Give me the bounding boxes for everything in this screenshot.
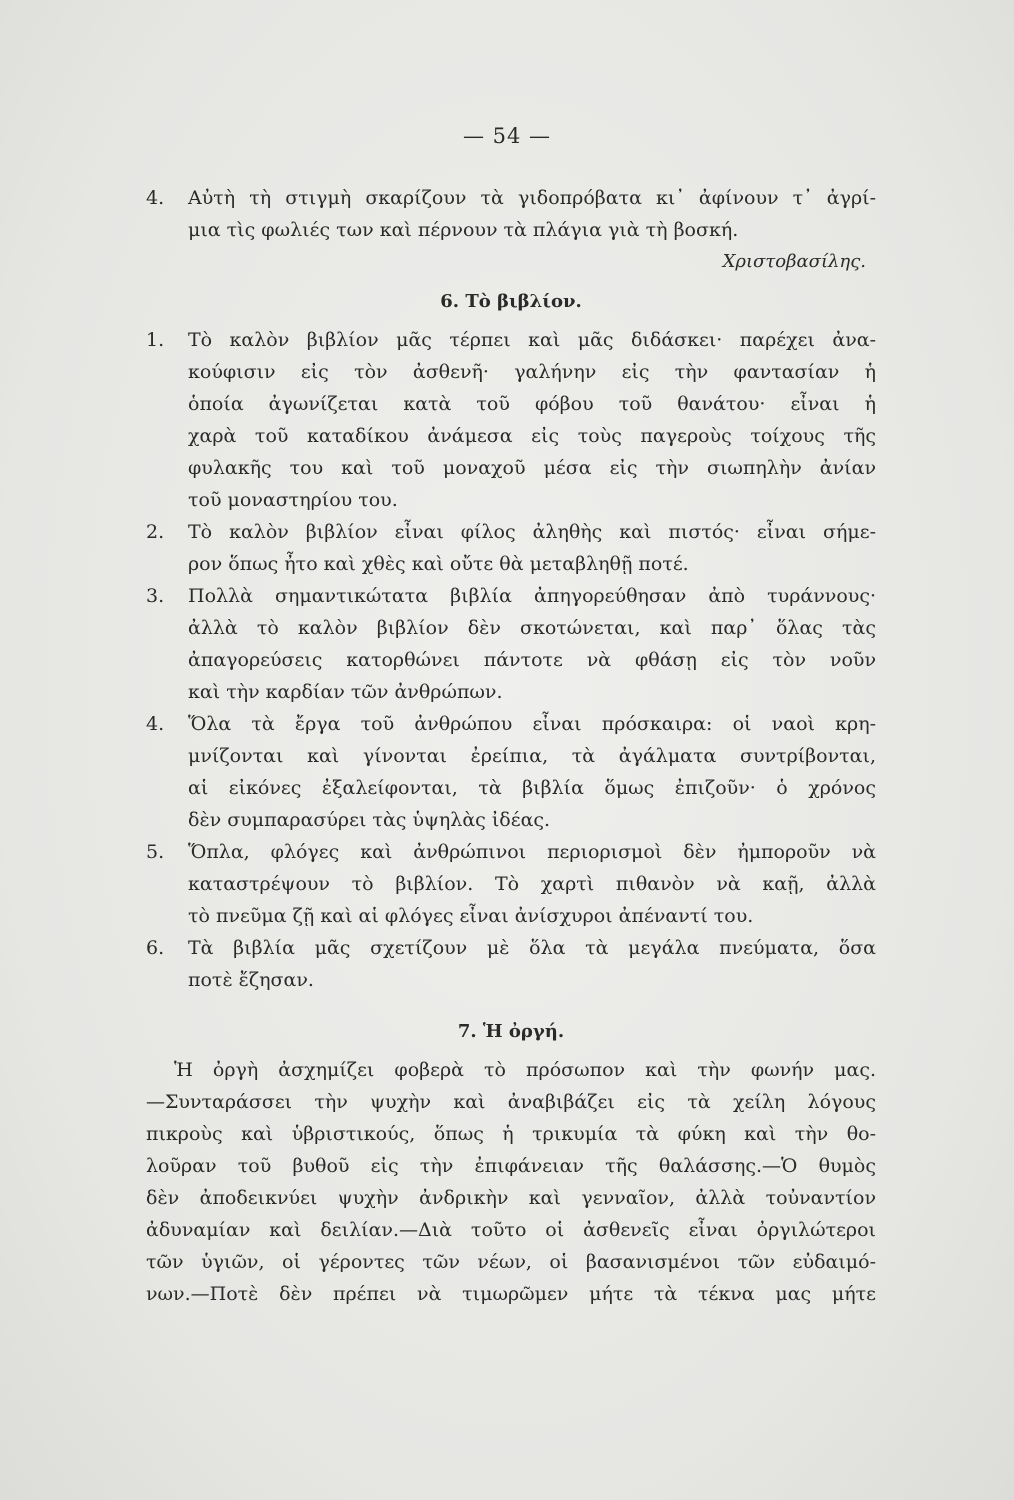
- text-line: μνίζονται καὶ γίνονται ἐρείπια, τὰ ἀγάλματα συντρίβονται,: [188, 745, 876, 767]
- text-line: αἱ εἰκόνες ἐξαλείφονται, τὰ βιβλία ὅμως ἐπιζοῦν· ὁ χρόνος: [188, 777, 876, 799]
- text-line: Πολλὰ σημαντικώτατα βιβλία ἀπηγορεύθησαν ἀπὸ τυράννους·: [188, 585, 876, 607]
- paragraph: [146, 1054, 876, 1310]
- page-content: [146, 182, 876, 1310]
- text-line: Αὐτὴ τὴ στιγμὴ σκαρίζουν τὰ γιδοπρόβατα κι᾽ ἀφίνουν τ᾽ ἀγρί-: [188, 187, 876, 209]
- text-line: Τὰ βιβλία μᾶς σχετίζουν μὲ ὅλα τὰ μεγάλα πνεύματα, ὅσα: [188, 937, 876, 959]
- item-number: 4.: [146, 713, 165, 735]
- item-number: 6.: [146, 937, 165, 959]
- item-number: 1.: [146, 329, 165, 351]
- author-signature: Χριστοβασίλης.: [722, 251, 866, 272]
- item-number: 2.: [146, 521, 165, 543]
- text-line: δὲν ἀποδεικνύει ψυχὴν ἀνδρικὴν καὶ γενναῖον, ἀλλὰ τοὐναντίον: [146, 1187, 876, 1209]
- section-heading: 6. Τὸ βιβλίον.: [440, 291, 582, 312]
- list-item: [146, 932, 876, 996]
- text-line: ποτὲ ἔζησαν.: [188, 969, 314, 991]
- text-line: Ὅλα τὰ ἔργα τοῦ ἀνθρώπου εἶναι πρόσκαιρα: οἱ ναοὶ κρη-: [188, 713, 876, 735]
- text-line: κούφισιν εἰς τὸν ἀσθενῆ· γαλήνην εἰς τὴν φαντασίαν ἡ: [188, 361, 876, 383]
- text-line: χαρὰ τοῦ καταδίκου ἀνάμεσα εἰς τοὺς παγεροὺς τοίχους τῆς: [188, 425, 876, 447]
- text-line: ρον ὅπως ἦτο καὶ χθὲς καὶ οὔτε θὰ μεταβληθῇ ποτέ.: [188, 553, 689, 575]
- text-line: λοῦραν τοῦ βυθοῦ εἰς τὴν ἐπιφάνειαν τῆς θαλάσσης.—Ὁ θυμὸς: [146, 1155, 876, 1177]
- list-item: [146, 836, 876, 932]
- text-line: δὲν συμπαρασύρει τὰς ὑψηλὰς ἰδέας.: [188, 809, 551, 831]
- item-number: 5.: [146, 841, 165, 863]
- text-line: φυλακῆς του καὶ τοῦ μοναχοῦ μέσα εἰς τὴν σιωπηλὴν ἀνίαν: [188, 457, 876, 479]
- text-line: Ὅπλα, φλόγες καὶ ἀνθρώπινοι περιορισμοὶ δὲν ἠμποροῦν νὰ: [188, 841, 876, 863]
- text-line: μια τὶς φωλιές των καὶ πέρνουν τὰ πλάγια γιὰ τὴ βοσκή.: [188, 219, 739, 241]
- text-line: τοῦ μοναστηρίου του.: [188, 489, 398, 511]
- text-line: καταστρέψουν τὸ βιβλίον. Τὸ χαρτὶ πιθανὸν νὰ καῇ, ἀλλὰ: [188, 873, 876, 895]
- list-item: [146, 516, 876, 580]
- text-line: ἀδυναμίαν καὶ δειλίαν.—Διὰ τοῦτο οἱ ἀσθενεῖς εἶναι ὀργιλώτεροι: [146, 1219, 876, 1241]
- list-item: [146, 324, 876, 516]
- text-line: πικροὺς καὶ ὑβριστικούς, ὅπως ἡ τρικυμία τὰ φύκη καὶ τὴν θο-: [146, 1123, 876, 1145]
- section-heading: 7. Ἡ ὀργή.: [457, 1021, 565, 1042]
- page-number: — 54 —: [462, 124, 552, 148]
- list-item: [146, 708, 876, 836]
- list-item: [146, 182, 876, 246]
- text-line: —Συνταράσσει τὴν ψυχὴν καὶ ἀναβιβάζει εἰς τὰ χείλη λόγους: [146, 1091, 876, 1113]
- item-number: 4.: [146, 187, 165, 209]
- text-line: Τὸ καλὸν βιβλίον μᾶς τέρπει καὶ μᾶς διδάσκει· παρέχει ἀνα-: [188, 329, 876, 351]
- text-line: Ἡ ὀργὴ ἀσχημίζει φοβερὰ τὸ πρόσωπον καὶ τὴν φωνήν μας.: [174, 1059, 876, 1081]
- text-line: ἀπαγορεύσεις κατορθώνει πάντοτε νὰ φθάσῃ εἰς τὸν νοῦν: [188, 649, 876, 671]
- item-number: 3.: [146, 585, 165, 607]
- text-line: νων.—Ποτὲ δὲν πρέπει νὰ τιμωρῶμεν μήτε τὰ τέκνα μας μήτε: [146, 1283, 876, 1305]
- text-line: τῶν ὑγιῶν, οἱ γέροντες τῶν νέων, οἱ βασανισμένοι τῶν εὐδαιμό-: [146, 1251, 876, 1273]
- list-item: [146, 580, 876, 708]
- text-line: τὸ πνεῦμα ζῇ καὶ αἱ φλόγες εἶναι ἀνίσχυροι ἀπέναντί του.: [188, 905, 754, 927]
- text-line: ὁποία ἀγωνίζεται κατὰ τοῦ φόβου τοῦ θανάτου· εἶναι ἡ: [188, 393, 876, 415]
- text-line: καὶ τὴν καρδίαν τῶν ἀνθρώπων.: [188, 681, 503, 703]
- text-line: Τὸ καλὸν βιβλίον εἶναι φίλος ἀληθὴς καὶ πιστός· εἶναι σήμε-: [188, 521, 876, 543]
- text-line: ἀλλὰ τὸ καλὸν βιβλίον δὲν σκοτώνεται, καὶ παρ᾽ ὅλας τὰς: [188, 617, 876, 639]
